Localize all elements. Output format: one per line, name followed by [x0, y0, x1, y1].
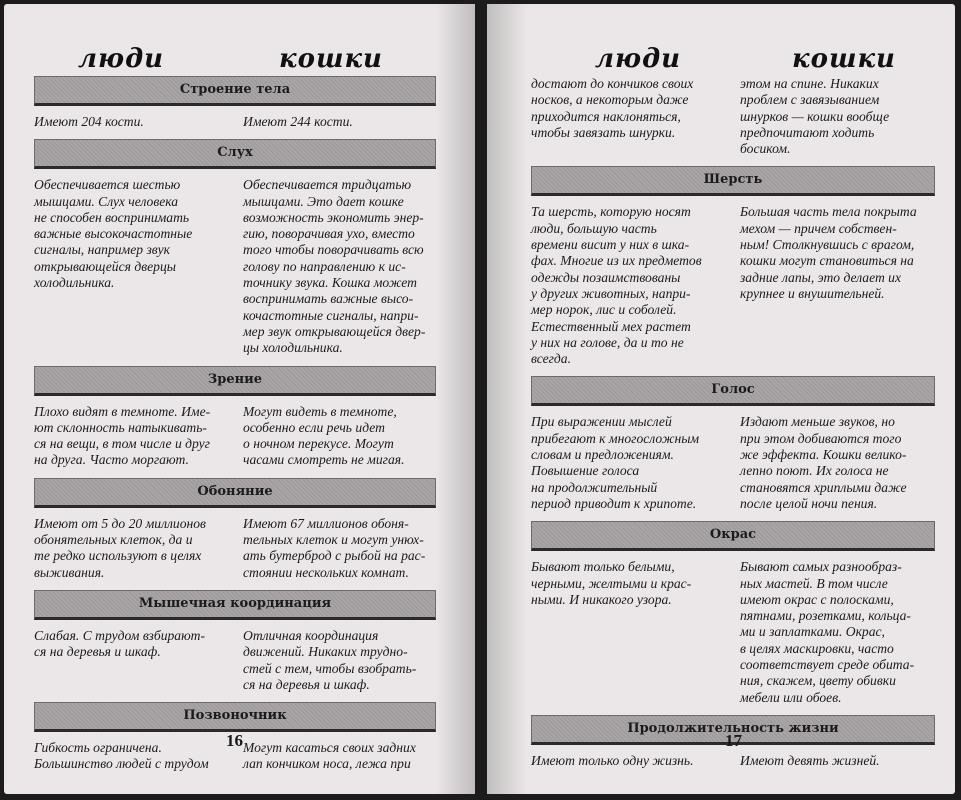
right-page	[487, 4, 955, 794]
column-header-humans: люди	[78, 44, 165, 74]
page-number: 17	[725, 731, 742, 750]
comparison-row	[531, 196, 935, 376]
humans-cell: Слабая. С трудом взбирают- ся на деревья и шкаф.	[34, 627, 206, 660]
humans-cell: достают до кончиков своих носков, а некоторым даже приходится наклоняться, чтобы завязать шнурки.	[531, 76, 694, 140]
section-header: Окрас	[531, 521, 935, 551]
comparison-row	[34, 508, 436, 590]
cats-cell: Бывают самых разнообраз- ных мастей. В том числе имеют окрас с полосками, пятнами, розетками, кольца- ми и заплатками. Окрас, в целях маскировки, часто соответствует среде обита- ния, скажем, цвету обивки мебели или обоев.	[740, 559, 915, 705]
cats-cell: Обеспечивается тридцатью мышцами. Это дает кошке возможность экономить энер- гию, поворачивая ухо, вместо того чтобы поворачивать всю голову по направлению к ис- точнику звука. Кошка может воспринимать важные высо- кочастотные сигналы, напри- мер звук открывающейся двер- цы холодильника.	[243, 177, 426, 356]
humans-cell: Имеют только одну жизнь.	[531, 752, 694, 768]
left-page	[4, 4, 475, 794]
humans-cell: Обеспечивается шестью мышцами. Слух человека не способен воспринимать важные высокочастотные сигналы, например звук открывающейся дверцы холодильника.	[34, 177, 193, 291]
section-header: Обоняние	[34, 478, 436, 508]
cats-cell: Имеют 244 кости.	[243, 114, 353, 129]
comparison-row	[34, 620, 436, 702]
comparison-row-continued	[531, 76, 935, 166]
humans-cell: Имеют от 5 до 20 миллионов обонятельных клеток, да и те редко используют в целях выживания.	[34, 515, 206, 580]
cats-cell: Издают меньше звуков, но при этом добиваются того же эффекта. Кошки велико- лепно поют. Их голоса не становятся хриплыми даже после целой ночи пения.	[740, 414, 907, 511]
comparison-row	[34, 169, 436, 365]
section-header: Продолжительность жизни	[531, 715, 935, 745]
comparison-row	[34, 396, 436, 478]
page-number: 16	[226, 731, 243, 750]
column-header-cats: кошки	[279, 44, 383, 74]
section-header: Мышечная координация	[34, 590, 436, 620]
comparison-row	[531, 406, 935, 521]
humans-cell: Имеют 204 кости.	[34, 114, 144, 129]
cats-cell: Отличная координация движений. Никаких трудно- стей с тем, чтобы взобрать- ся на деревья и шкаф.	[243, 627, 417, 692]
humans-cell: При выражении мыслей прибегают к многосложным словам и предложениям. Повышение голоса на продолжительный период приводит к хрипоте.	[531, 414, 700, 511]
cats-cell: Могут касаться своих задних лап кончиком носа, лежа при	[243, 740, 416, 772]
section-header: Голос	[531, 376, 935, 406]
section-header: Позвоночник	[34, 702, 436, 732]
column-header-humans: люди	[595, 44, 682, 74]
humans-cell: Гибкость ограничена. Большинство людей с трудом	[34, 740, 209, 772]
section-header: Слух	[34, 139, 436, 169]
section-header: Зрение	[34, 366, 436, 396]
cats-cell: Имеют девять жизней.	[740, 752, 880, 768]
cats-cell: Большая часть тела покрыта мехом — причем собствен- ным! Столкнувшись с врагом, кошки могут становиться на задние лапы, это делает их крупнее и внушительней.	[740, 204, 917, 301]
cats-cell: Имеют 67 миллионов обоня- тельных клеток и могут унюх- ать бутерброд с рыбой на рас- стоянии нескольких комнат.	[243, 515, 426, 580]
cats-cell: Могут видеть в темноте, особенно если речь идет о ночном перекусе. Могут часами смотреть не мигая.	[243, 403, 405, 468]
cats-cell: этом на спине. Никаких проблем с завязыванием шнурков — кошки вообще предпочитают ходить босиком.	[740, 76, 890, 157]
comparison-row	[34, 106, 436, 139]
section-header: Шерсть	[531, 166, 935, 196]
gutter-shadow	[487, 4, 527, 794]
humans-cell: Бывают только белыми, черными, желтыми и крас- ными. И никакого узора.	[531, 559, 692, 607]
gutter-shadow	[435, 4, 475, 794]
humans-cell: Плохо видят в темноте. Име- ют склонность натыкивать- ся на вещи, в том числе и друг на друга. Часто моргают.	[34, 403, 211, 468]
comparison-table	[531, 76, 935, 778]
comparison-table	[34, 76, 436, 782]
column-header-cats: кошки	[792, 44, 896, 74]
comparison-row	[531, 551, 935, 715]
humans-cell: Та шерсть, которую носят люди, большую часть времени висит у них в шка- фах. Многие из их предметов одежды позаимствованы у других животных, напри- мер норок, лис и соболей. Естественный мех растет у них на голове, да и то не всегда.	[531, 204, 702, 367]
section-header: Строение тела	[34, 76, 436, 106]
